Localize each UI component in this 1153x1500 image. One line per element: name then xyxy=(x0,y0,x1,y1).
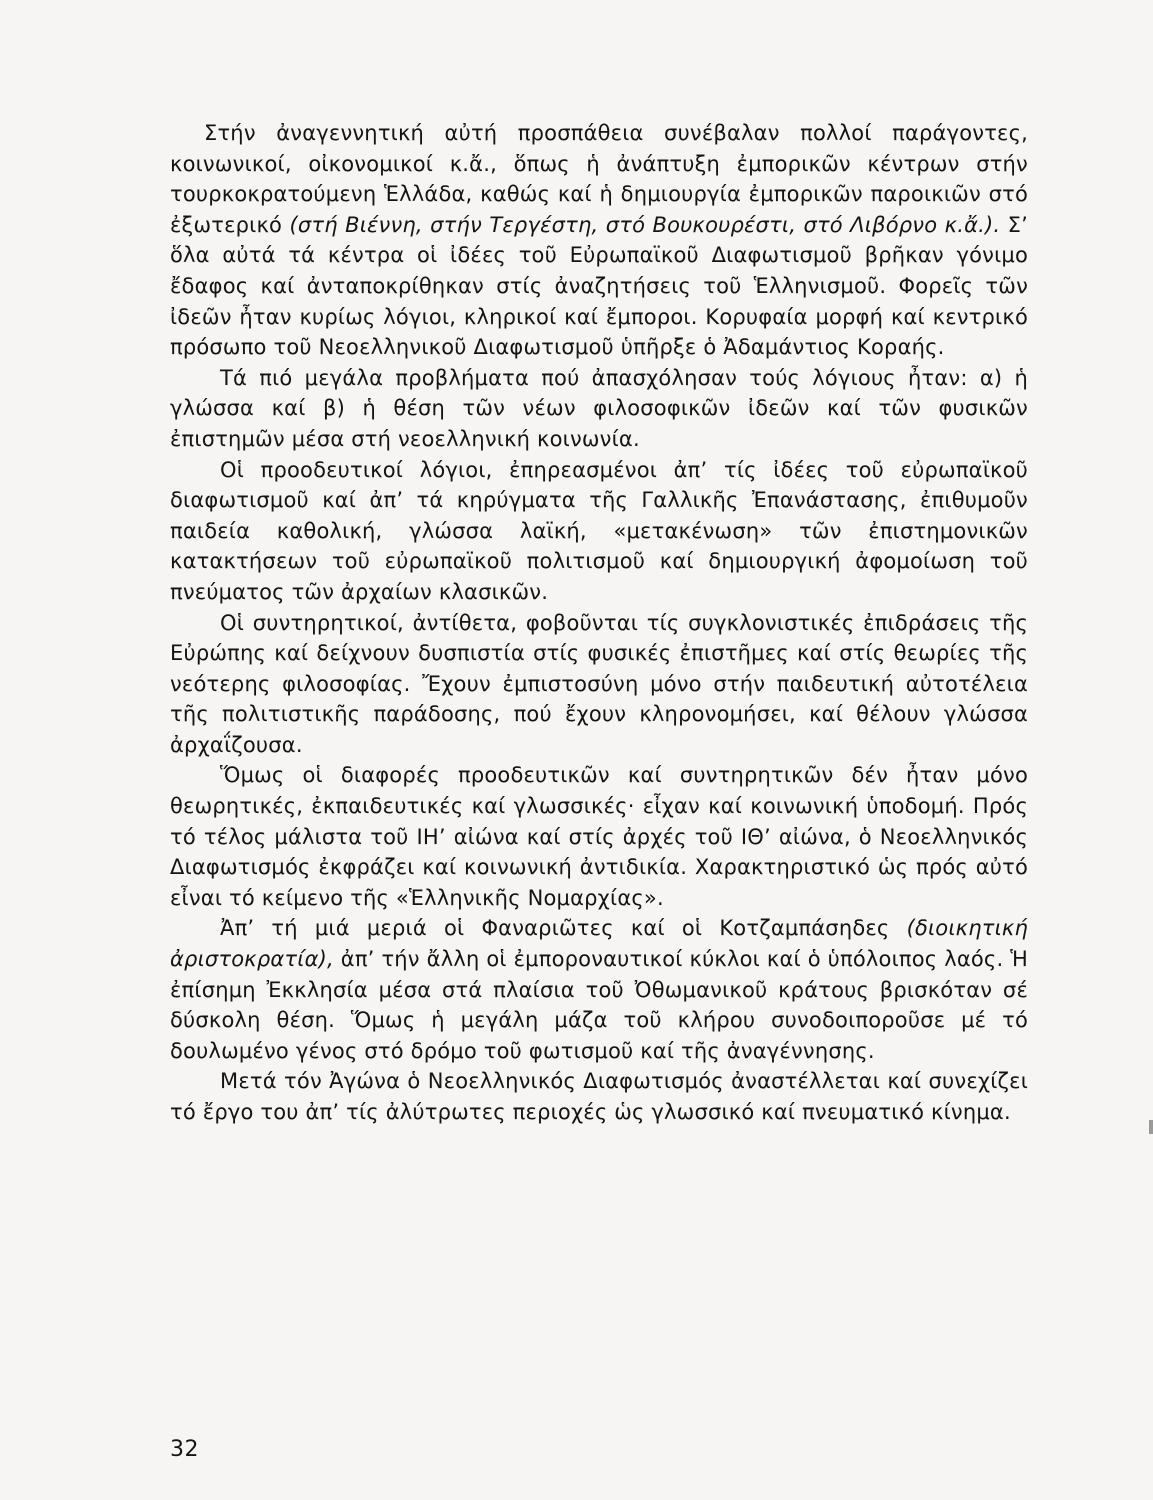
paragraph-6-text-a: Ἀπ’ τή μιά μεριά οἱ Φαναριῶτες καί οἱ Κοτζαμπάσηδες xyxy=(220,916,907,941)
paragraph-2 xyxy=(170,363,1028,455)
paragraph-1-italic-cities: (στή Βιέννη, στήν Τεργέστη, στό Βουκουρέστι, στό Λιβόρνο κ.ἄ.). xyxy=(289,212,1001,237)
paragraph-1-text-a: Στήν ἀναγεννητική αὐτή προσπάθεια συνέβαλαν πολλοί παράγοντες, κοινωνικοί, οἰκονομικοί κ.ἄ., ὅπως ἡ ἀνάπτυξη ἐμπορικῶν κέντρων στήν τουρκοκρατούμενη Ἑλλάδα, καθώς καί ἡ δημιουργία ἐμπορικῶν παροικιῶν στό ἐξωτερικό xyxy=(170,121,1028,237)
paragraph-5 xyxy=(170,760,1028,913)
body-text xyxy=(170,118,1028,1128)
paragraph-6-italic-aristocracy: (διοικητική ἀριστοκρατία), xyxy=(170,916,1028,972)
paragraph-2-text: Τά πιό μεγάλα προβλήματα πού ἀπασχόλησαν τούς λόγιους ἦταν: α) ἡ γλώσσα καί β) ἡ θέση τῶν νέων φιλοσοφικῶν ἰδεῶν καί τῶν φυσικῶν ἐπιστημῶν μέσα στή νεοελληνική κοινωνία. xyxy=(170,365,1028,451)
paragraph-4-text: Οἱ συντηρητικοί, ἀντίθετα, φοβοῦνται τίς συγκλονιστικές ἐπιδράσεις τῆς Εὐρώπης καί δείχνουν δυσπιστία στίς φυσικές ἐπιστῆμες καί στίς θεωρίες τῆς νεότερης φιλοσοφίας. Ἔχουν ἐμπιστοσύνη μόνο στήν παιδευτική αὐτοτέλεια τῆς πολιτιστικῆς παράδοσης, πού ἔχουν κληρονομήσει, καί θέλουν γλώσσα ἀρχαΐζουσα. xyxy=(170,610,1028,757)
paragraph-6 xyxy=(170,913,1028,1066)
paragraph-7-text: Μετά τόν Ἀγώνα ὁ Νεοελληνικός Διαφωτισμός ἀναστέλλεται καί συνεχίζει τό ἔργο του ἀπ’ τίς ἀλύτρωτες περιοχές ὡς γλωσσικό καί πνευματικό κίνημα. xyxy=(170,1069,1028,1124)
paragraph-6-text-b: ἀπ’ τήν ἄλλη οἱ ἐμποροναυτικοί κύκλοι καί ὁ ὑπόλοιπος λαός. Ἡ ἐπίσημη Ἐκκλησία μέσα στά πλαίσια τοῦ Ὀθωμανικοῦ κράτους βρισκόταν σέ δύσκολη θέση. Ὅμως ἡ μεγάλη μάζα τοῦ κλήρου συνοδοιποροῦσε μέ τό δουλωμένο γένος στό δρόμο τοῦ φωτισμοῦ καί τῆς ἀναγέννησης. xyxy=(170,947,1028,1063)
paragraph-1 xyxy=(170,118,1028,363)
scan-edge-mark xyxy=(1149,1120,1153,1134)
page-number: 32 xyxy=(170,1437,199,1462)
paragraph-1-text-b: Σ’ ὅλα αὐτά τά κέντρα οἱ ἰδέες τοῦ Εὐρωπαϊκοῦ Διαφωτισμοῦ βρῆκαν γόνιμο ἔδαφος καί ἀνταποκρίθηκαν στίς ἀναζητήσεις τοῦ Ἑλληνισμοῦ. Φορεῖς τῶν ἰδεῶν ἦταν κυρίως λόγιοι, κληρικοί καί ἔμποροι. Κορυφαία μορφή καί κεντρικό πρόσωπο τοῦ Νεοελληνικοῦ Διαφωτισμοῦ ὑπῆρξε ὁ Ἀδαμάντιος Κοραής. xyxy=(170,212,1028,360)
paragraph-5-text: Ὅμως οἱ διαφορές προοδευτικῶν καί συντηρητικῶν δέν ἦταν μόνο θεωρητικές, ἐκπαιδευτικές καί γλωσσικές· εἶχαν καί κοινωνική ὑποδομή. Πρός τό τέλος μάλιστα τοῦ ΙΗ’ αἰώνα καί στίς ἀρχές τοῦ ΙΘ’ αἰώνα, ὁ Νεοελληνικός Διαφωτισμός ἐκφράζει καί κοινωνική ἀντιδικία. Χαρακτηριστικό ὡς πρός αὐτό εἶναι τό κείμενο τῆς «Ἑλληνικῆς Νομαρχίας». xyxy=(170,763,1028,910)
paragraph-3-text: Οἱ προοδευτικοί λόγιοι, ἐπηρεασμένοι ἀπ’ τίς ἰδέες τοῦ εὐρωπαϊκοῦ διαφωτισμοῦ καί ἀπ’ τά κηρύγματα τῆς Γαλλικῆς Ἐπανάστασης, ἐπιθυμοῦν παιδεία καθολική, γλώσσα λαϊκή, «μετακένωση» τῶν ἐπιστημονικῶν κατακτήσεων τοῦ εὐρωπαϊκοῦ πολιτισμοῦ καί δημιουργική ἀφομοίωση τοῦ πνεύματος τῶν ἀρχαίων κλασικῶν. xyxy=(170,457,1028,604)
paragraph-3 xyxy=(170,455,1028,608)
paragraph-4 xyxy=(170,608,1028,761)
paragraph-7 xyxy=(170,1066,1028,1127)
